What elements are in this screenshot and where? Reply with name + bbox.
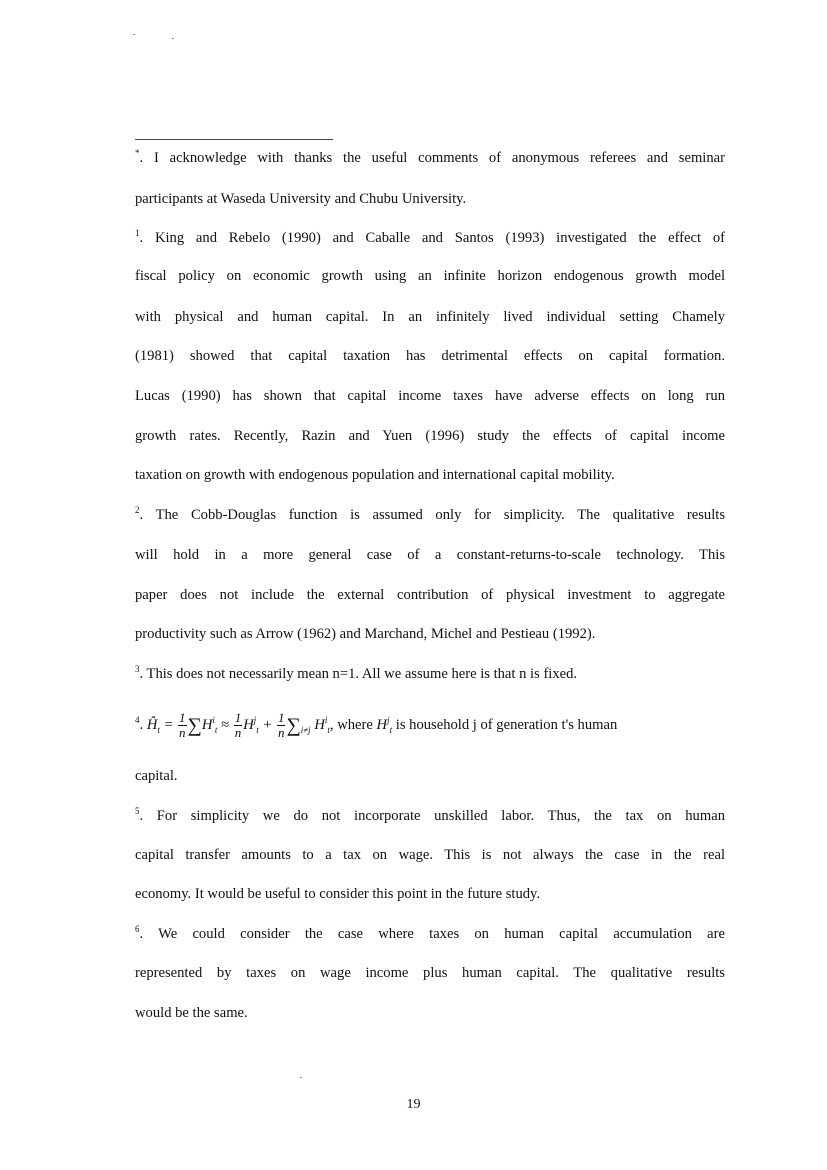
footnote-4-line-2: capital.	[135, 768, 178, 784]
footnote-1-line-6: growth rates. Recently, Razin and Yuen (1996) study the effects of capital income	[135, 428, 725, 444]
fraction-1-over-n: $\frac{1}{n}$	[234, 710, 242, 741]
footnote-6-line-1: $^6$. We could consider the case where taxes on human capital accumulation are	[135, 924, 725, 942]
footnote-1-line-7: taxation on growth with endogenous population and international capital mobility.	[135, 467, 615, 483]
scan-speck	[172, 38, 174, 39]
footnote-2-line-2: will hold in a more general case of a constant-returns-to-scale technology. This	[135, 547, 725, 563]
footnote-2-line-4: productivity such as Arrow (1962) and Marchand, Michel and Pestieau (1992).	[135, 626, 596, 642]
footnote-2-line-3: paper does not include the external contribution of physical investment to aggregate	[135, 587, 725, 603]
scan-speck	[300, 1077, 302, 1078]
footnote-1-line-4: (1981) showed that capital taxation has detrimental effects on capital formation.	[135, 348, 725, 364]
footnote-1-line-3: with physical and human capital. In an infinitely lived individual setting Chamely	[135, 309, 725, 325]
footnote-3-line-1: $^3$. This does not necessarily mean n=1. All we assume here is that n is fixed.	[135, 664, 578, 682]
footnote-1-line-2: fiscal policy on economic growth using an infinite horizon endogenous growth model	[135, 268, 725, 284]
footnote-separator	[135, 139, 333, 140]
footnote-marker: 4	[135, 715, 140, 725]
footnote-1-line-5: Lucas (1990) has shown that capital income taxes have adverse effects on long run	[135, 388, 725, 404]
footnote-6-line-2: represented by taxes on wage income plus human capital. The qualitative results	[135, 965, 725, 981]
footnote-marker: 5	[135, 806, 140, 817]
footnote-5-line-1: $^5$. For simplicity we do not incorporate unskilled labor. Thus, the tax on human	[135, 806, 725, 824]
footnote-6-line-3: would be the same.	[135, 1005, 248, 1021]
scan-speck	[133, 34, 135, 35]
fraction-1-over-n: $\frac{1}{n}$	[277, 710, 285, 741]
footnote-marker: 2	[135, 505, 140, 516]
footnote-4-line-1: $^4$. $Ĥ_t$ = $\frac{1}{n}$ $\sum H^i_t$ ≈ $\frac{1}{n}$ $H^j_t$ + $\frac{1}{n}$ $\sum_{i\ne j}$ $H^i_t$, where $H^j_t$ is household j of generation t's human	[135, 710, 618, 741]
footnote-star-line-2: participants at Waseda University and Chubu University.	[135, 191, 467, 207]
footnote-1-line-1: $^1$. King and Rebelo (1990) and Caballe and Santos (1993) investigated the effect of	[135, 228, 725, 246]
footnote-star-line-1: *. I acknowledge with thanks the useful comments of anonymous referees and seminar	[135, 148, 725, 166]
footnote-marker: 6	[135, 924, 140, 935]
footnote-marker: 1	[135, 228, 140, 239]
footnote-5-line-3: economy. It would be useful to consider this point in the future study.	[135, 886, 541, 902]
footnote-2-line-1: $^2$. The Cobb-Douglas function is assumed only for simplicity. The qualitative results	[135, 505, 725, 523]
footnote-5-line-2: capital transfer amounts to a tax on wage. This is not always the case in the real	[135, 847, 725, 863]
footnote-marker: *	[135, 148, 140, 159]
fraction-1-over-n: $\frac{1}{n}$	[179, 710, 186, 741]
footnote-marker: 3	[135, 664, 140, 675]
page-number: 19	[406, 1097, 421, 1112]
formula-human-capital-average: $Ĥ_t$ = $\frac{1}{n}$ $\sum H^i_t$ ≈ $\frac{1}{n}$ $H^j_t$ + $\frac{1}{n}$ $\sum_{i\ne j}$ $H^i_t$	[146, 710, 330, 741]
